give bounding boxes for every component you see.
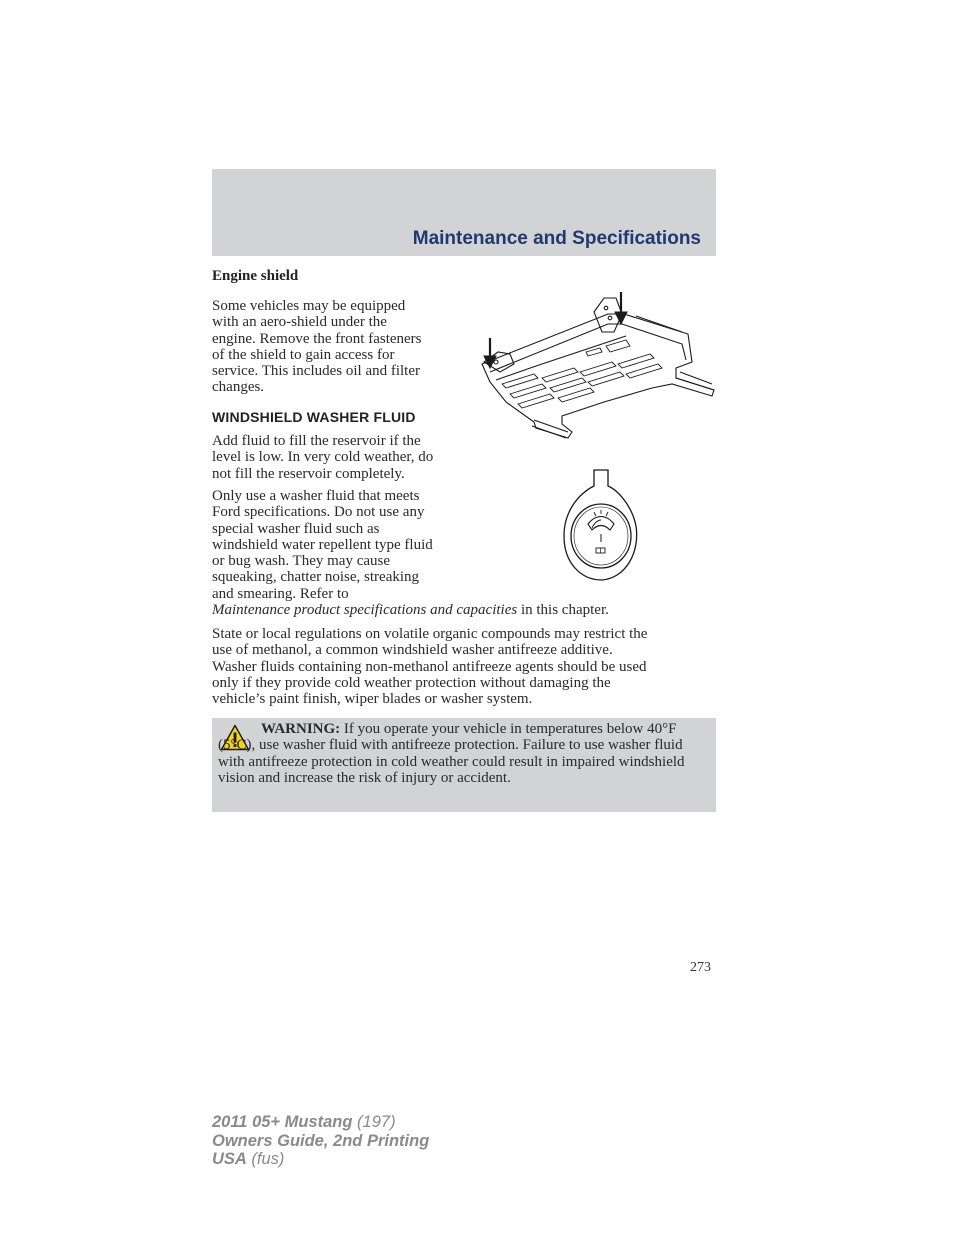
windshield-washer-heading: WINDSHIELD WASHER FLUID — [212, 409, 416, 425]
document-footer: 2011 05+ Mustang (197) Owners Guide, 2nd Printing USA (fus) — [212, 1113, 430, 1168]
section-title: Maintenance and Specifications — [412, 228, 701, 249]
washer-paragraph-1: Add fluid to fill the reservoir if the level is low. In very cold weather, do not fill the reservoir completely. — [212, 433, 434, 482]
washer-paragraph-3: State or local regulations on volatile organic compounds may restrict the use of methanol, a common windshield washer antifreeze additive. Washer fluids containing non-methanol antifreeze agents should be used only if they provide cold weather protection without damaging the vehicle’s paint finish, wiper blades or washer system. — [212, 626, 648, 708]
engine-shield-heading: Engine shield — [212, 268, 299, 284]
section-header-band — [212, 169, 716, 256]
engine-shield-paragraph: Some vehicles may be equipped with an aero-shield under the engine. Remove the front fasteners of the shield to gain access for service. This includes oil and filter changes. — [212, 298, 422, 396]
warning-text: WARNING: If you operate your vehicle in temperatures below 40°F (5°C), use washer fluid with antifreeze protection. Failure to use washer fluid with antifreeze protection in cold weather could result in impaired windshield vision and increase the risk of injury or accident. — [218, 721, 685, 787]
warning-label: WARNING: — [261, 721, 341, 737]
washer-paragraph-2: Only use a washer fluid that meets Ford specifications. Do not use any special washer fluid such as windshield water repellent type fluid or bug wash. They may cause squeaking, chatter noise, streaking and smearing. Refer to Maintenance product specifications and capacities in this chapter. — [212, 488, 609, 619]
warning-box — [212, 718, 716, 812]
maintenance-specifications-reference: Maintenance product specifications and capacities — [212, 602, 518, 619]
page-number: 273 — [690, 960, 711, 975]
engine-shield-illustration — [476, 292, 718, 450]
